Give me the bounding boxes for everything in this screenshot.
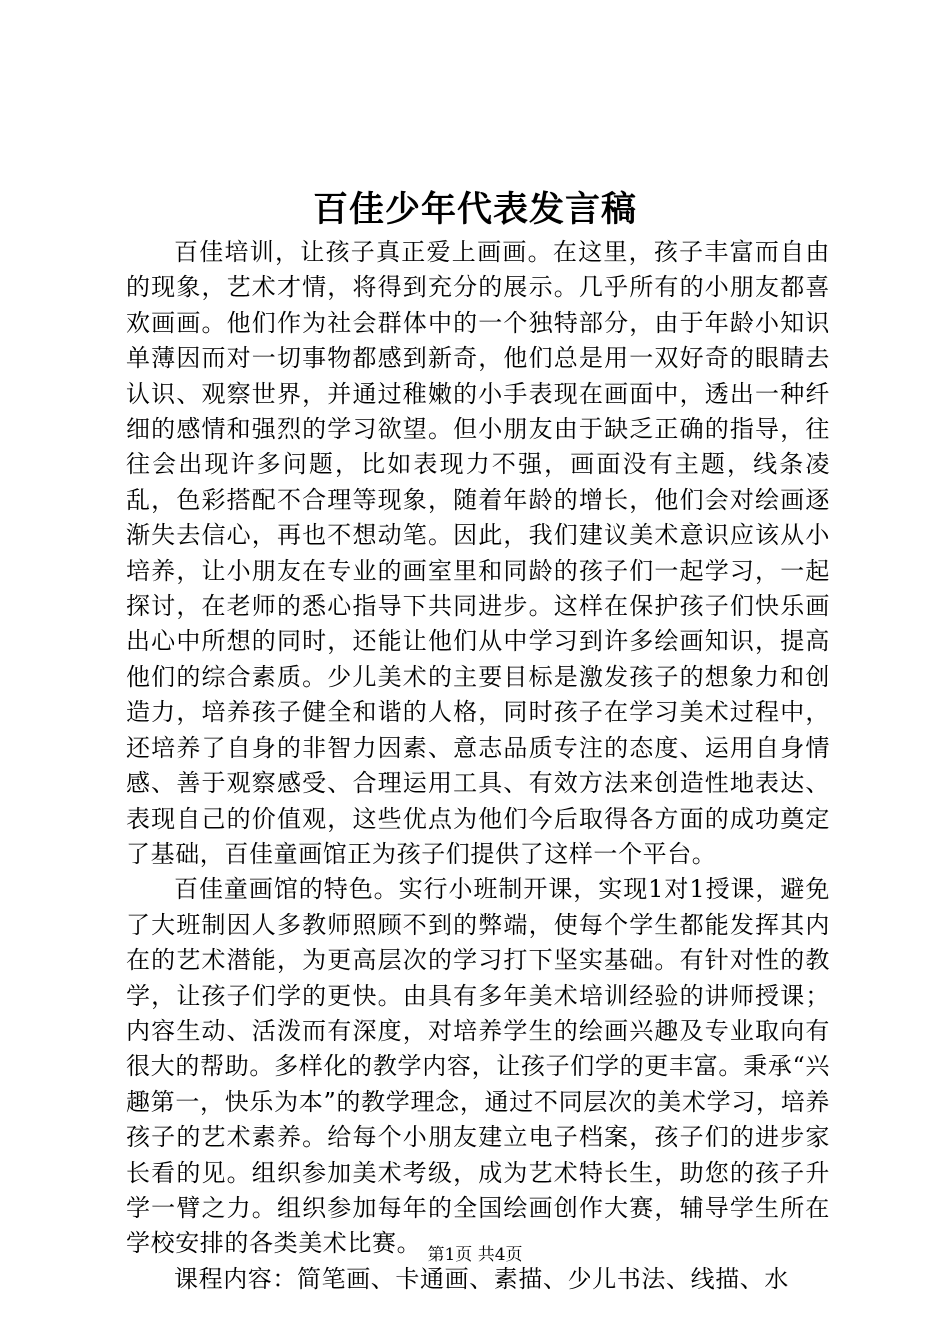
paragraph-courses: 课程内容：简笔画、卡通画、素描、少儿书法、线描、水: [174, 1264, 789, 1293]
page-footer: 第1页 共4页: [427, 1245, 523, 1265]
document-body: [126, 235, 830, 1297]
paragraph-features: 百佳童画馆的特色。实行小班制开课，实现1对1授课，避免了大班制因人多教师照顾不到的弊端，使每个学生都能发挥其内在的艺术潜能，为更高层次的学习打下坚实基础。有针对性的教学，让孩子们学的更快。由具有多年美术培训经验的讲师授课；内容生动、活泼而有深度，对培养学生的绘画兴趣及专业取向有很大的帮助。多样化的教学内容，让孩子们学的更丰富。秉承“兴趣第一，快乐为本”的教学理念，通过不同层次的美术学习，培养孩子的艺术素养。给每个小朋友建立电子档案，孩子们的进步家长看的见。组织参加美术考级，成为艺术特长生，助您的孩子升学一臂之力。组织参加每年的全国绘画创作大赛，辅导学生所在学校安排的各类美术比赛。: [126, 875, 830, 1258]
paragraph-intro: 百佳培训，让孩子真正爱上画画。在这里，孩子丰富而自由的现象，艺术才情，将得到充分的展示。几乎所有的小朋友都喜欢画画。他们作为社会群体中的一个独特部分，由于年龄小知识单薄因而对一切事物都感到新奇，他们总是用一双好奇的眼睛去认识、观察世界，并通过稚嫩的小手表现在画面中，透出一种纤细的感情和强烈的学习欲望。但小朋友由于缺乏正确的指导，往往会出现许多问题，比如表现力不强，画面没有主题，线条凌乱，色彩搭配不合理等现象，随着年龄的增长，他们会对绘画逐渐失去信心，再也不想动笔。因此，我们建议美术意识应该从小培养，让小朋友在专业的画室里和同龄的孩子们一起学习，一起探讨，在老师的悉心指导下共同进步。这样在保护孩子们快乐画出心中所想的同时，还能让他们从中学习到许多绘画知识，提高他们的综合素质。少儿美术的主要目标是激发孩子的想象力和创造力，培养孩子健全和谐的人格，同时孩子在学习美术过程中，还培养了自身的非智力因素、意志品质专注的态度、运用自身情感、善于观察感受、合理运用工具、有效方法来创造性地表达、表现自己的价值观，这些优点为他们今后取得各方面的成功奠定了基础，百佳童画馆正为孩子们提供了这样一个平台。: [126, 238, 830, 868]
page-title: 百佳少年代表发言稿: [312, 189, 637, 230]
